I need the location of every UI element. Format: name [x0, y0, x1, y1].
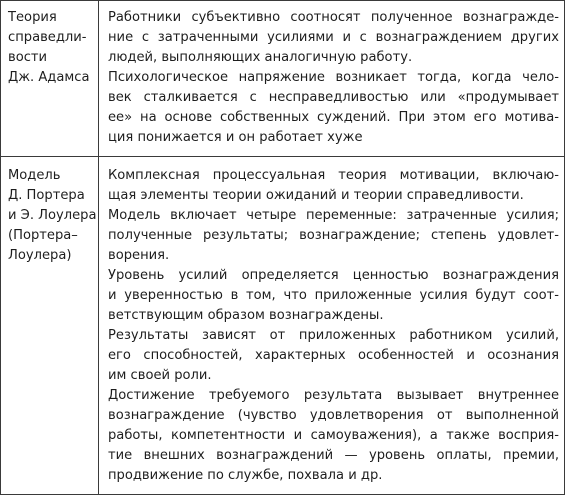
description-line: им своей роли.	[108, 368, 212, 383]
theory-name-line: справедли-	[8, 30, 87, 45]
theory-description-cell	[99, 157, 565, 495]
description-paragraph	[108, 206, 559, 266]
description-line: Работники субъективно соотносят полученное вознагражде-	[108, 10, 559, 25]
description-line: работы, компетентности и самоуважения), а также восприя-	[108, 428, 559, 443]
theory-name-line: Дж. Адамса	[8, 70, 90, 85]
description-line: продвижение по службе, похвала и др.	[108, 468, 383, 483]
description-line: полученные результаты; вознаграждение; степень удовлет-	[108, 228, 559, 243]
description-line: Психологическое напряжение возникает тогда, когда чело-	[108, 70, 559, 85]
description-line: ветствующим образом вознаграждены.	[108, 308, 384, 323]
description-line: Модель включает четыре переменные: затраченные усилия;	[108, 208, 559, 223]
theory-name-line: (Портера–	[8, 228, 78, 243]
description-line: век сталкивается с несправедливостью или «продумывает	[108, 90, 559, 105]
description-line: Достижение требуемого результата вызывает внутреннее	[108, 388, 559, 403]
description-line: его способностей, характерных особенностей и осознания	[108, 348, 559, 363]
theory-name-line: Теория	[8, 10, 57, 25]
theory-name-line: Д. Портера	[8, 188, 85, 203]
description-line: ние с затраченными усилиями и с вознаграждением других	[108, 30, 559, 45]
table-row-porter-lawler	[1, 157, 565, 495]
description-paragraph	[108, 266, 559, 326]
description-paragraph	[108, 166, 559, 206]
table-row-adams	[1, 1, 565, 157]
description-line: Результаты зависят от приложенных работником усилий,	[108, 328, 559, 343]
theory-name-cell	[1, 1, 99, 157]
description-line: людей, выполняющих аналогичную работу.	[108, 50, 413, 65]
description-paragraph	[108, 68, 559, 148]
description-line: Комплексная процессуальная теория мотивации, включаю-	[108, 168, 559, 183]
description-paragraph	[108, 8, 559, 68]
description-paragraph	[108, 326, 559, 386]
description-line: Уровень усилий определяется ценностью вознаграждения	[108, 268, 559, 283]
theory-name-line: Лоулера)	[8, 248, 72, 263]
description-line: щая элементы теории ожиданий и теории справедливости.	[108, 188, 524, 203]
theory-description-cell	[99, 1, 565, 157]
description-line: ее» на основе собственных суждений. При этом его мотива-	[108, 110, 559, 125]
description-line: ция понижается и он работает хуже	[108, 130, 363, 145]
theory-name-cell	[1, 157, 99, 495]
description-paragraph	[108, 386, 559, 486]
theory-name-line: и Э. Лоулера	[8, 208, 97, 223]
theory-name-line: вости	[8, 50, 48, 65]
description-line: тие внешних вознаграждений — уровень оплаты, премии,	[108, 448, 559, 463]
description-line: и уверенностью в том, что приложенные усилия будут соот-	[108, 288, 559, 303]
theory-name-line: Модель	[8, 168, 61, 183]
description-line: ворения.	[108, 248, 170, 263]
description-line: вознаграждение (чувство удовлетворения от выполненной	[108, 408, 559, 423]
